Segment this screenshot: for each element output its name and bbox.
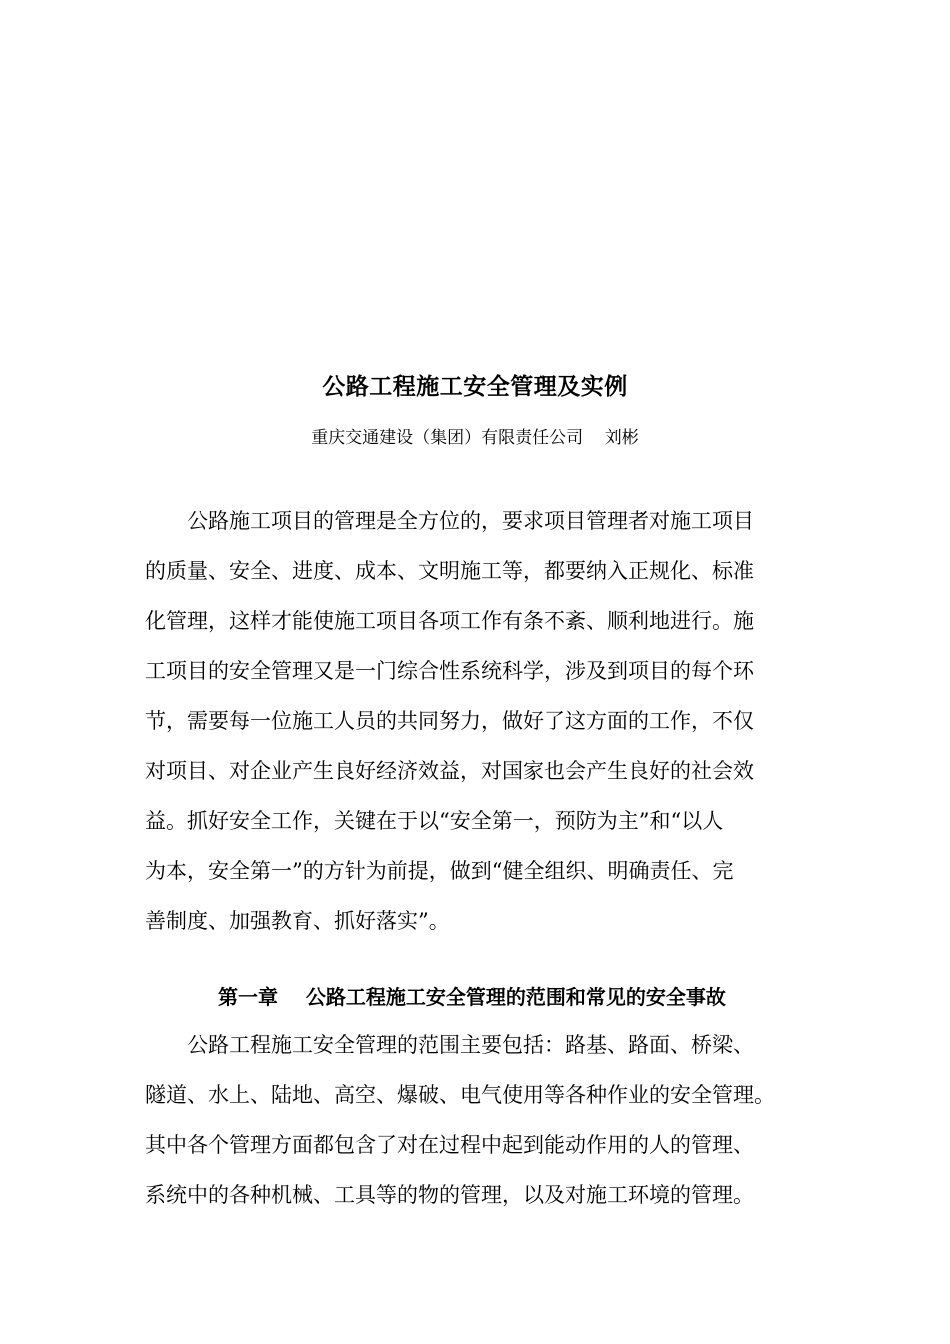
text-line: 隧道、水上、陆地、高空、爆破、电气使用等各种作业的安全管理。	[145, 1083, 775, 1107]
text-line: 节，需要每一位施工人员的共同努力，做好了这方面的工作，不仅	[145, 709, 754, 733]
document-title: 公路工程施工安全管理及实例	[322, 373, 628, 400]
text-line: 其中各个管理方面都包含了对在过程中起到能动作用的人的管理、	[145, 1133, 754, 1157]
chapter-heading: 第一章 公路工程施工安全管理的范围和常见的安全事故	[218, 985, 726, 1009]
text-line: 工项目的安全管理又是一门综合性系统科学，涉及到项目的每个环	[145, 659, 754, 683]
text-line: 系统中的各种机械、工具等的物的管理，以及对施工环境的管理。	[145, 1183, 754, 1207]
author-byline: 重庆交通建设（集团）有限责任公司 刘彬	[311, 428, 639, 448]
text-line: 善制度、加强教育、抓好落实”。	[145, 909, 450, 933]
text-line: 为本，安全第一”的方针为前提，做到“健全组织、明确责任、完	[145, 859, 734, 883]
text-line: 公路工程施工安全管理的范围主要包括：路基、路面、桥梁、	[145, 1033, 754, 1057]
text-line: 的质量、安全、进度、成本、文明施工等，都要纳入正规化、标准	[145, 559, 754, 583]
text-line: 对项目、对企业产生良好经济效益，对国家也会产生良好的社会效	[145, 759, 754, 783]
text-line: 公路施工项目的管理是全方位的，要求项目管理者对施工项目	[145, 509, 754, 533]
text-line: 益。抓好安全工作，关键在于以“安全第一，预防为主”和“以人	[145, 809, 724, 833]
text-line: 化管理，这样才能使施工项目各项工作有条不紊、顺利地进行。施	[145, 609, 754, 633]
chapter-paragraph	[145, 1033, 825, 1233]
intro-paragraph	[145, 509, 825, 959]
